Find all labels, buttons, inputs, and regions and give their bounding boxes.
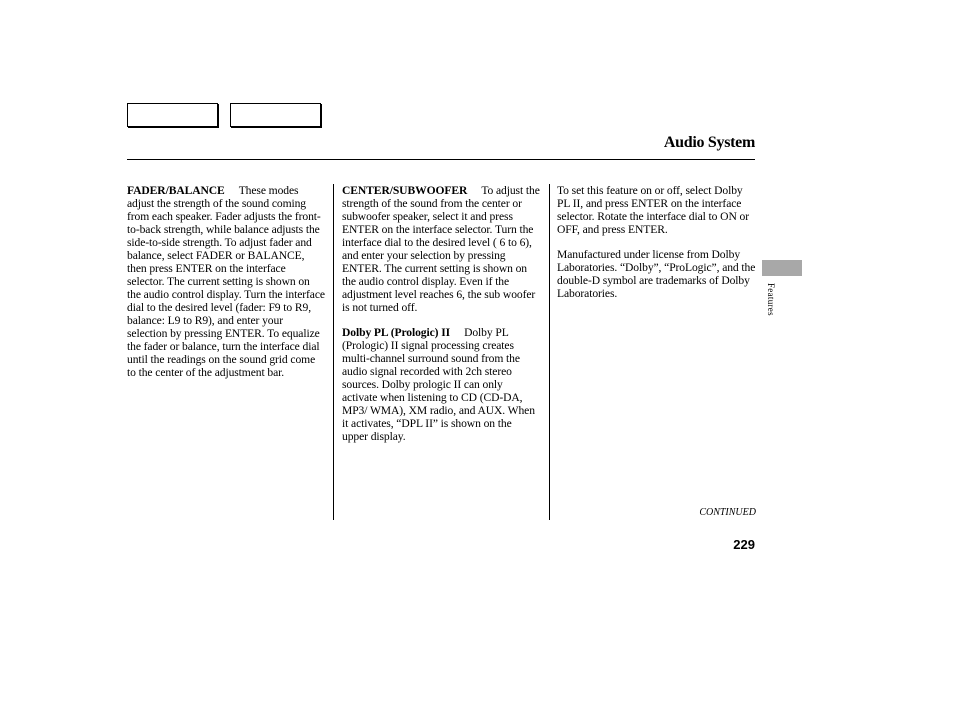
heading-fader-balance: FADER/BALANCE (127, 184, 225, 197)
heading-center-subwoofer: CENTER/SUBWOOFER (342, 184, 468, 197)
section-label: Features (766, 283, 776, 316)
body-dolby-pl: Dolby PL (Prologic) II signal processing creates multi-channel surround sound from the audio signal recorded with 2ch stereo sources. Dolby prologic II can only activate when listening to CD (CD-DA, MP3/ WMA), XM radio, and AUX. When it activates, “DPL II” is shown on the upper display. (342, 326, 535, 443)
body-fader-balance: These modes adjust the strength of the sound coming from each speaker. Fader adjusts the front-to-back strength, while balance adjusts the side-to-side strength. To adjust fader and balance, select FADER or BALANCE, then press ENTER on the interface selector. The current setting is shown on the audio control display. Turn the interface dial to the desired level (fader: F9 to R9, balance: L9 to R9), and enter your selection by pressing ENTER. To equalize the fader or balance, turn the interface dial until the readings on the sound grid come to the center of the adjustment bar. (127, 184, 325, 379)
previous-page-button[interactable] (127, 103, 218, 127)
column-divider (333, 184, 334, 520)
paragraph-center-subwoofer (342, 184, 540, 314)
paragraph-trademark: Manufactured under license from Dolby Laboratories. “Dolby”, “ProLogic”, and the double-D symbol are trademarks of Dolby Laboratories. (557, 248, 756, 300)
page-title: Audio System (663, 134, 755, 151)
text-column-3 (557, 184, 757, 300)
section-tab-marker (762, 260, 802, 276)
heading-dolby-pl: Dolby PL (Prologic) II (342, 326, 451, 339)
column-divider (549, 184, 550, 520)
paragraph-dolby-setting: To set this feature on or off, select Dolby PL II, and press ENTER on the interface selector. Rotate the interface dial to ON or OFF, and press ENTER. (557, 184, 749, 236)
body-center-subwoofer: To adjust the strength of the sound from the center or subwoofer speaker, select it and press ENTER on the interface selector. Turn the interface dial to the desired level ( 6 to 6), and enter your selection by pressing ENTER. The current setting is shown on the audio control display. Even if the adjustment level reaches 6, the sub woofer is not turned off. (342, 184, 540, 314)
page-number: 229 (733, 537, 755, 552)
title-divider (127, 159, 755, 160)
next-page-button[interactable] (230, 103, 321, 127)
paragraph-dolby-pl (342, 326, 540, 443)
continued-label: CONTINUED (699, 507, 756, 518)
paragraph-fader-balance (127, 184, 325, 379)
text-column-2 (342, 184, 540, 443)
text-column-1 (127, 184, 325, 379)
